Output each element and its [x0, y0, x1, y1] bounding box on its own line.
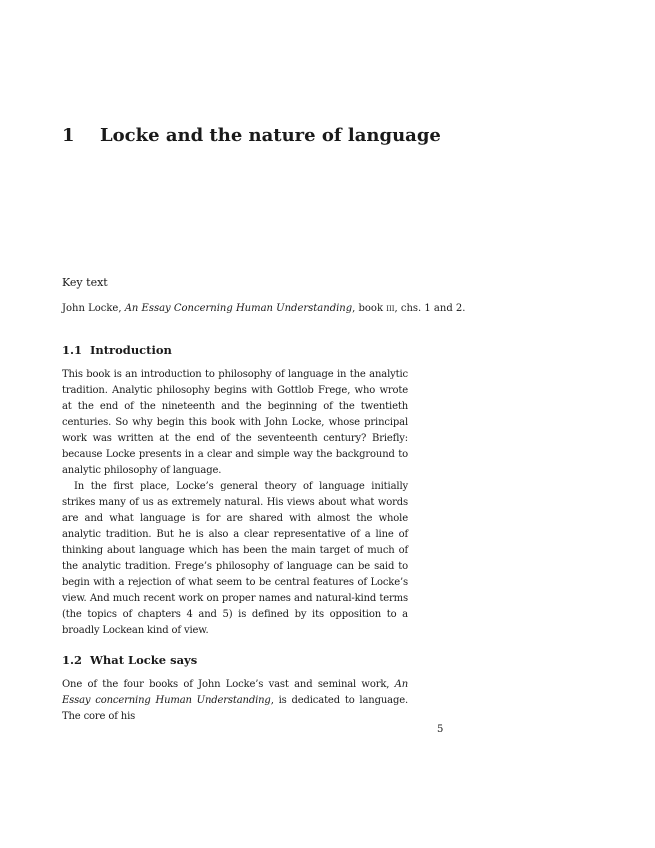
page-number: 5 — [437, 724, 444, 735]
chapter-title — [62, 124, 441, 148]
introduction-body — [62, 367, 408, 639]
essay-title: An Essay concerning Human Understanding — [62, 679, 408, 706]
paragraph-text: One of the four books of John Locke’s vast and seminal work, — [62, 679, 395, 690]
chapter-number: 1 — [62, 125, 75, 146]
section-title: What Locke says — [90, 653, 198, 667]
section-heading-what-locke-says — [62, 653, 197, 668]
key-text-reference — [62, 302, 465, 316]
paragraph-text: , is dedicated to language. The core of his — [62, 695, 408, 722]
key-text-work: An Essay Concerning Human Understanding — [124, 303, 353, 314]
key-text-book-roman: iii — [386, 303, 395, 314]
what-locke-says-body — [62, 677, 408, 725]
key-text-heading: Key text — [62, 276, 108, 289]
chapter-title-text: Locke and the nature of language — [100, 125, 441, 146]
section-number: 1.2 — [62, 653, 83, 667]
section-title: Introduction — [90, 343, 172, 357]
key-text-book-prefix: , book — [352, 303, 387, 314]
section-number: 1.1 — [62, 343, 83, 357]
paragraph: This book is an introduction to philosophy of language in the analytic tradition. Analytic philosophy begins with Gottlob Frege, who wrote at the end of the nineteenth and the beginning of the twentieth centuries. So why begin this book with John Locke, whose principal work was written at the end of the seventeenth century? Briefly: because Locke presents in a clear and simple way the background to analytic philosophy of language. — [62, 369, 408, 476]
paragraph: In the first place, Locke’s general theory of language initially strikes many of us as extremely natural. His views about what words are and what language is for are shared with almost the whole analytic tradition. But he is also a clear representative of a line of thinking about language which has been the main target of much of the analytic tradition. Frege’s philosophy of language can be said to begin with a rejection of what seem to be central features of Locke’s view. And much recent work on proper names and natural-kind terms (the topics of chapters 4 and 5) is defined by its opposition to a broadly Lockean kind of view. — [62, 481, 408, 636]
section-heading-introduction — [62, 343, 172, 358]
key-text-chapters: , chs. 1 and 2. — [394, 303, 466, 314]
paragraph — [62, 677, 408, 725]
key-text-author: John Locke, — [62, 303, 125, 314]
